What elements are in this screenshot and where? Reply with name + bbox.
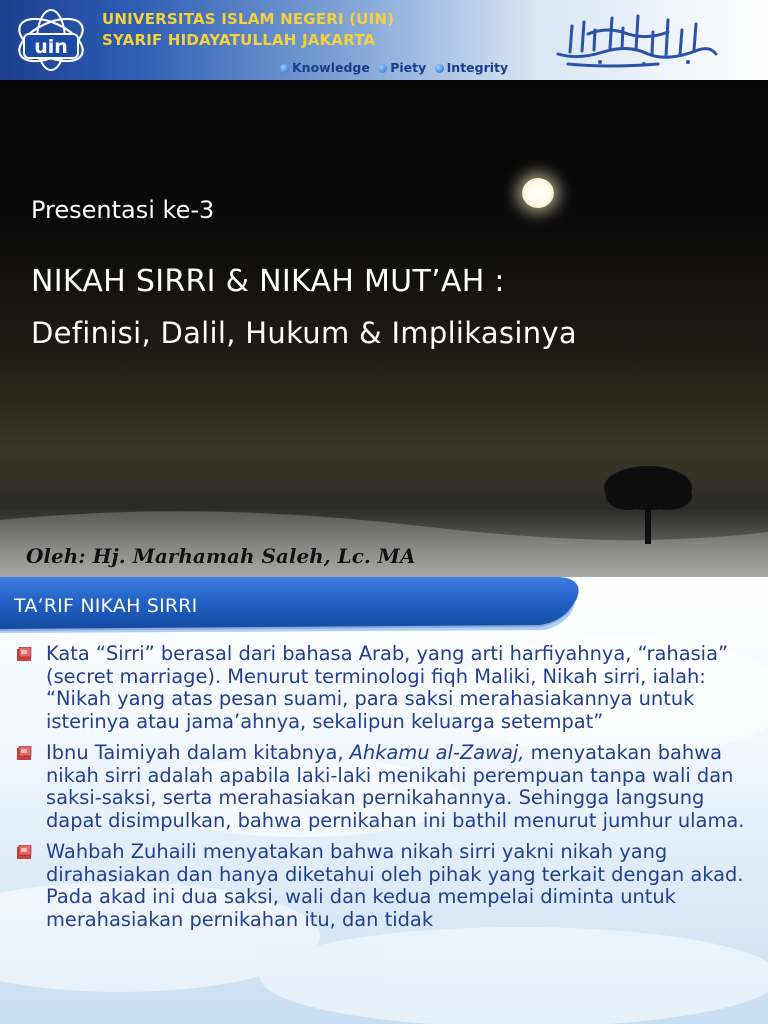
slide-subtitle: Definisi, Dalil, Hukum & Implikasinya — [31, 316, 577, 350]
university-motto — [276, 60, 508, 75]
bullet-text-after: menyatakan bahwa nikah sirri adalah apabila laki-laki menikahi perempuan tanpa wali dan saksi-saksi, serta merahasiakan pernikahannya. Sehingga langsung dapat disimpulkan, bahwa pernikahan ini bathil menurut jumhur ulama. — [46, 741, 745, 832]
logo-text: uin — [34, 36, 68, 58]
bullet-text-before: Ibnu Taimiyah dalam kitabnya, — [46, 741, 350, 764]
list-item — [16, 643, 760, 733]
slide-title: NIKAH SIRRI & NIKAH MUT’AH : — [31, 264, 505, 299]
bullet-list — [16, 643, 760, 940]
university-name-line2: SYARIF HIDAYATULLAH JAKARTA — [102, 31, 376, 49]
moon-graphic — [522, 178, 554, 208]
university-header — [0, 0, 768, 80]
author-credit: Oleh: Hj. Marhamah Saleh, Lc. MA — [26, 544, 416, 568]
book-title: Ahkamu al-Zawaj, — [349, 741, 525, 764]
uin-logo — [10, 4, 92, 76]
presentation-number: Presentasi ke-3 — [31, 196, 215, 224]
bullet-icon — [16, 845, 33, 860]
list-item — [16, 841, 760, 931]
content-slide — [0, 577, 768, 1024]
bullet-dot-icon — [378, 64, 387, 73]
university-name-line1: UNIVERSITAS ISLAM NEGERI (UIN) — [102, 10, 395, 28]
list-item — [16, 742, 760, 832]
university-name — [102, 9, 394, 51]
motto-piety: Piety — [390, 60, 427, 75]
bullet-icon — [16, 647, 33, 662]
tree-silhouette — [598, 458, 698, 546]
basmala-calligraphy — [548, 4, 724, 70]
section-title: TA’RIF NIKAH SIRRI — [14, 595, 198, 617]
bullet-icon — [16, 746, 33, 761]
bullet-text: Kata “Sirri” berasal dari bahasa Arab, yang arti harfiyahnya, “rahasia” (secret marriage). Menurut terminologi fiqh Maliki, Nikah sirri, ialah: “Nikah yang atas pesan suami, para saksi merahasiakannya untuk isterinya atau jama’ahnya, sekalipun keluarga setempat” — [46, 642, 728, 733]
bullet-dot-icon — [435, 64, 444, 73]
bullet-text — [46, 742, 760, 832]
bullet-dot-icon — [280, 64, 289, 73]
motto-integrity: Integrity — [446, 60, 509, 75]
motto-knowledge: Knowledge — [292, 60, 370, 75]
bullet-text: Wahbah Zuhaili menyatakan bahwa nikah sirri yakni nikah yang dirahasiakan dan hanya diketahui oleh pihak yang terkait dengan akad. Pada akad ini dua saksi, wali dan kedua mempelai diminta untuk merahasiakan pernikahan itu, dan tidak — [46, 840, 744, 931]
